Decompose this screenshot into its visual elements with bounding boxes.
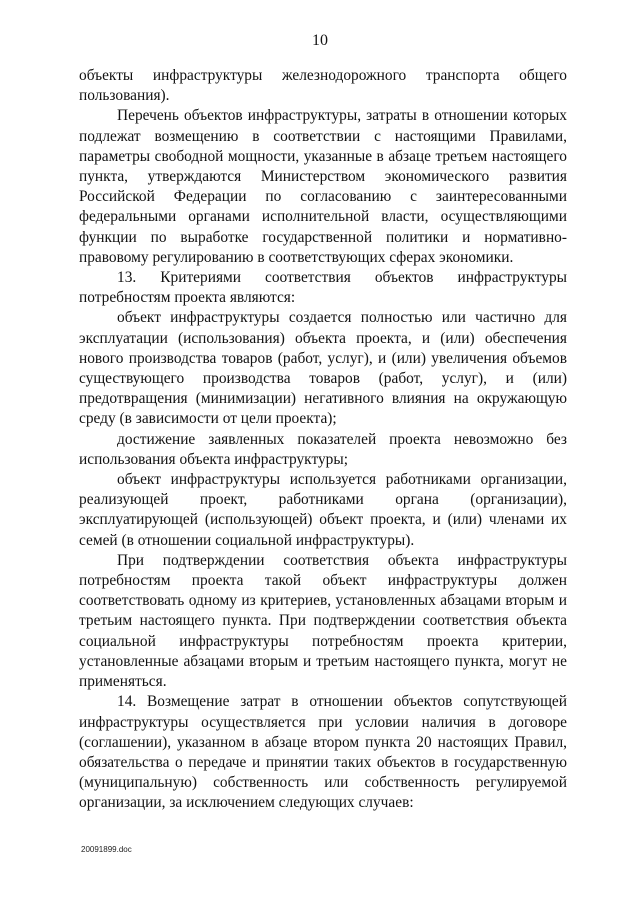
page-number: 10	[312, 32, 328, 49]
paragraph: Перечень объектов инфраструктуры, затраты в отношении которых подлежат возмещению в соответствии с настоящими Правилами, параметры свободной мощности, указанные в абзаце третьем настоящего пункта, утверждаются Министерством экономического развития Российской Федерации по согласованию с заинтересованными федеральными органами исполнительной власти, осуществляющими функции по выработке государственной политики и нормативно-правовому регулированию в соответствующих сферах экономики.	[79, 107, 567, 266]
paragraph: 13. Критериями соответствия объектов инфраструктуры потребностям проекта являются:	[79, 269, 567, 307]
paragraph: объекты инфраструктуры железнодорожного транспорта общего пользования).	[79, 67, 567, 105]
paragraph: объект инфраструктуры используется работниками организации, реализующей проект, работниками органа (организации), эксплуатирующей (использующей) объект проекта, и (или) членами их семей (в отношении социальной инфраструктуры).	[79, 471, 567, 549]
paragraph: При подтверждении соответствия объекта инфраструктуры потребностям проекта такой объект инфраструктуры должен соответствовать одному из критериев, установленных абзацами вторым и третьим настоящего пункта. При подтверждении соответствия объекта социальной инфраструктуры потребностям проекта критерии, установленные абзацами вторым и третьим настоящего пункта, могут не применяться.	[79, 551, 567, 691]
paragraph: достижение заявленных показателей проекта невозможно без использования объекта инфраструктуры;	[79, 430, 567, 468]
paragraph: объект инфраструктуры создается полностью или частично для эксплуатации (использования) объекта проекта, и (или) обеспечения нового производства товаров (работ, услуг), и (или) увеличения объемов существующего производства товаров (работ, услуг), и (или) предотвращения (минимизации) негативного влияния на окружающую среду (в зависимости от цели проекта);	[79, 309, 567, 428]
document-file-code: 20091899.doc	[81, 845, 132, 854]
document-body	[79, 66, 567, 814]
paragraph: 14. Возмещение затрат в отношении объектов сопутствующей инфраструктуры осуществляется при условии наличия в договоре (соглашении), указанном в абзаце втором пункта 20 настоящих Правил, обязательства о передаче и принятии таких объектов в государственную (муниципальную) собственность или собственность регулируемой организации, за исключением следующих случаев:	[79, 693, 567, 812]
